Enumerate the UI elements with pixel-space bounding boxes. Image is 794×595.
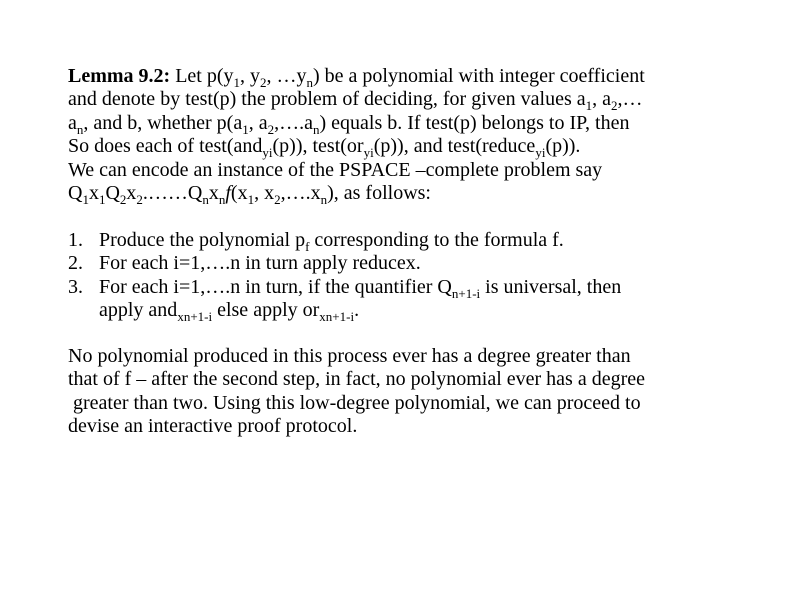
step-text: apply and$_{xn+1-i}$ else apply $or_{xn+1-i}$. — [99, 299, 360, 325]
numbered-steps-list — [68, 229, 768, 323]
closing-line-2: that of f – after the second step, in fact, no polynomial ever has a degree — [68, 368, 646, 391]
list-item — [68, 252, 768, 275]
step-number: 2. — [68, 252, 83, 275]
list-item — [68, 276, 768, 299]
step-text: Produce the polynomial $p_f$ corresponding to the formula f. — [99, 229, 564, 254]
closing-paragraph — [68, 345, 768, 439]
lemma-line-5: We can encode an instance of the PSPACE –complete problem say — [68, 158, 603, 181]
lemma-line-6: $Q_1x_1Q_2x_2.\dots\dots Q_nx_nf(x_1$, $x_2,\dots.x_n$), as follows: — [68, 181, 431, 207]
closing-line-1: No polynomial produced in this process ever has a degree greater than — [68, 345, 631, 367]
lemma-line-2: and denote by test(p) the problem of deciding, for given values $a_1$, $a_2,\dots$ — [68, 88, 643, 114]
lemma-line-3: $a_n$, and b, whether $p(a_1$, $a_2,\dots.a_n$) equals b. If test(p) belongs to IP, then — [68, 111, 630, 137]
lemma-paragraph — [68, 65, 768, 205]
lemma-line-1: Lemma 9.2: Let $p(y_1$, $y_2$, $\dots y_n$) be a polynomial with integer coefficient — [68, 65, 645, 90]
closing-line-4: devise an interactive proof protocol. — [68, 415, 358, 438]
step-text: For each i=1,….n in turn apply reducex. — [99, 252, 421, 275]
list-item-continuation — [68, 299, 768, 325]
step-number: 1. — [68, 229, 83, 251]
list-item — [68, 229, 768, 252]
lemma-line-4: So does each of test(and$_{yi}$(p)), $test(or_{yi}(p))$, and test(reduce$_{yi}$(p)). — [68, 135, 581, 161]
step-text: For each i=1,….n in turn, if the quantifier $Q_{n+1-i}$ is universal, then — [99, 275, 622, 301]
lemma-heading: Lemma 9.2: — [68, 65, 171, 87]
closing-line-3: greater than two. Using this low-degree polynomial, we can proceed to — [68, 391, 641, 414]
step-number: 3. — [68, 275, 83, 298]
